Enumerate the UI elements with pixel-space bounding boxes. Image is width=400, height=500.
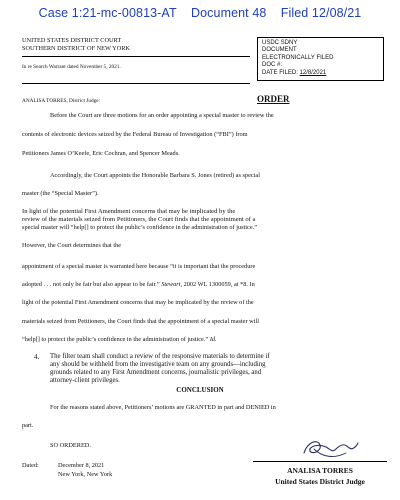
stamp-line3: ELECTRONICALLY FILED: [262, 54, 334, 61]
order-title: ORDER: [257, 94, 290, 104]
filing-stamp: [257, 37, 384, 81]
item-line2: any should be withheld from the investigative team on any grounds—including: [50, 361, 266, 368]
p4-line1: appointment of a special master is warranted here because “it is important that the procedure: [22, 263, 256, 270]
conclusion-line1: For the reasons stated above, Petitioners’ motions are GRANTED in part and DENIED in: [50, 404, 276, 411]
so-ordered: SO ORDERED.: [50, 442, 91, 449]
stamp-date-label: DATE FILED:: [262, 69, 298, 76]
p4-line3: light of the potential First Amendment concerns that may be implicated by the review of the: [22, 299, 254, 306]
item-number: 4.: [34, 353, 40, 361]
p2-line1: Accordingly, the Court appoints the Honorable Barbara S. Jones (retired) as special: [50, 172, 260, 179]
p4-line5: [22, 336, 217, 344]
p4-line2: [22, 281, 255, 289]
p4-line5-text: “help[] to protect the public’s confidence in the administration of justice.”: [22, 336, 209, 343]
item-line4: attorney-client privileges.: [50, 377, 120, 384]
document-number: Document 48: [190, 6, 267, 20]
item-line3: grounds related to any First Amendment concerns, journalistic privileges, and: [50, 369, 262, 376]
block-line3: special master will “help[] to protect the public’s confidence in the administration of justice.”: [22, 224, 258, 231]
judge-signature: [300, 435, 360, 461]
conclusion-line2: part.: [22, 422, 34, 429]
dated-value: December 8, 2021: [58, 462, 105, 469]
p3-line: However, the Court determines that the: [22, 242, 122, 249]
p4-line4: materials seized from Petitioners, the Court finds that the appointment of a special master will: [22, 318, 259, 325]
case-number: Case 1:21-mc-00813-AT: [38, 6, 177, 20]
p2-line2: master (the “Special Master”).: [22, 190, 99, 197]
item-line1: The filter team shall conduct a review of the responsive materials to determine if: [50, 353, 270, 360]
court-name-line1: UNITED STATES DISTRICT COURT: [22, 37, 122, 44]
caption-divider-bottom: [22, 83, 250, 84]
stamp-line2: DOCUMENT: [262, 47, 297, 54]
caption-divider-top: [22, 56, 250, 57]
block-line1: In light of the potential First Amendment concerns that may be implicated by the: [22, 208, 236, 215]
stamp-date-value: 12/8/2021: [299, 69, 327, 76]
conclusion-heading: CONCLUSION: [176, 386, 224, 394]
signature-line: [253, 461, 387, 462]
filing-header: [0, 6, 400, 20]
filed-date: Filed 12/08/21: [280, 6, 362, 20]
court-name-line2: SOUTHERN DISTRICT OF NEW YORK: [22, 45, 130, 52]
p1-line2: contents of electronic devices seized by the Federal Bureau of Investigation (“FBI”) from: [22, 131, 248, 138]
signature-name: ANALISA TORRES: [287, 466, 353, 475]
p1-line1: Before the Court are three motions for an order appointing a special master to review the: [50, 112, 274, 119]
signature-title: United States District Judge: [275, 477, 365, 486]
dated-place: New York, New York: [58, 471, 113, 478]
dated-label: Dated:: [22, 462, 39, 469]
stamp-line4: DOC #:: [262, 62, 283, 69]
block-line2: review of the materials seized from Petitioners, the Court finds that the appointment of a: [22, 216, 256, 223]
p4-line2-rest: , 2002 WL 1300059, at *8. In: [180, 281, 255, 288]
judge-line: ANALISA TORRES, District Judge:: [22, 98, 101, 104]
court-caption: [22, 37, 130, 53]
p4-line5-cite: Id.: [209, 336, 217, 343]
p4-line2-text: adopted . . . not only be fair but also appear to be fair.”: [22, 281, 160, 288]
stamp-date-row: [262, 70, 379, 77]
p4-line2-cite: Stewart: [161, 281, 181, 288]
case-title: In re Search Warrant dated November 5, 2021.: [22, 64, 121, 70]
stamp-line1: USDC SDNY: [262, 40, 298, 46]
p1-line3: Petitioners James O’Keefe, Eric Cochran, and Spencer Meads.: [22, 150, 180, 157]
